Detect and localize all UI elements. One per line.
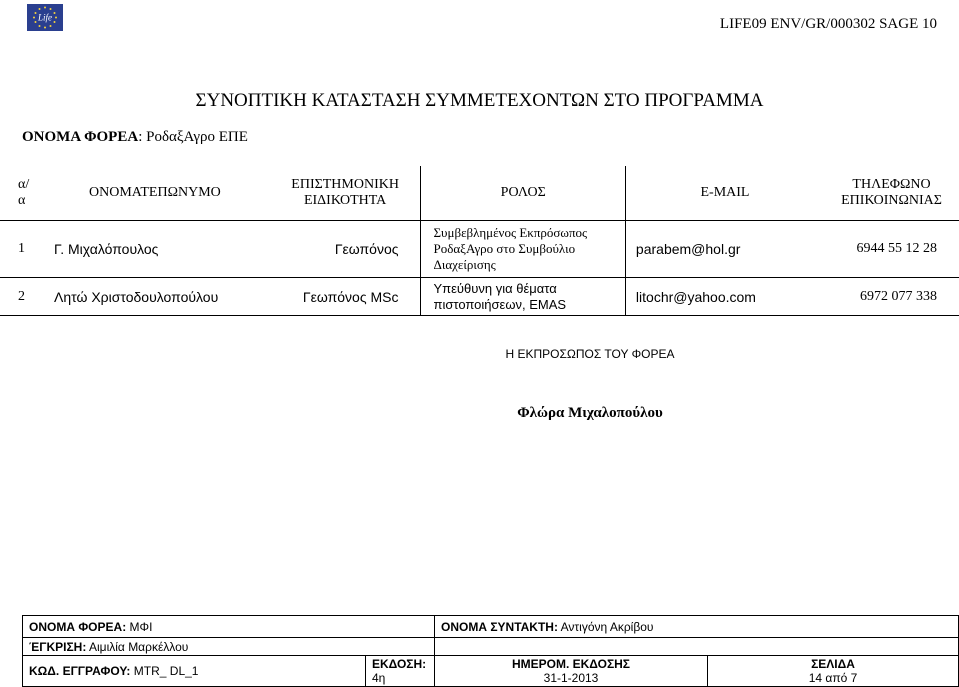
footer-code [23,656,366,687]
footer-code-value: MTR_ DL_1 [133,664,199,678]
organization-line [22,129,248,146]
footer-date-label: ΗΜΕΡΟΜ. ΕΚΔΟΣΗΣ [511,657,631,671]
footer-edition-label: ΕΚΔΟΣΗ: [372,657,427,671]
cell-specialty: Γεωπόνος [270,221,421,278]
document-footer [22,615,959,687]
organization-value: : ΡοδαξΑγρο ΕΠΕ [138,129,248,145]
footer-page-label: ΣΕΛΙΔΑ [811,657,855,671]
cell-name: Γ. Μιχαλόπουλος [40,221,270,278]
cell-index: 2 [0,278,40,316]
footer-organization [23,616,435,638]
cell-role: Συμβεβλημένος Εκπρόσωπος ΡοδαξΑγρο στο Συμβούλιο Διαχείρισης [421,221,625,278]
logo-text: Life [37,12,53,23]
cell-email[interactable]: litochr@yahoo.com [625,278,824,316]
footer-code-label: ΚΩΔ. ΕΓΓΡΑΦΟΥ: [29,664,131,678]
footer-page-value: 14 από 7 [808,671,858,685]
footer-date-value: 31-1-2013 [543,671,599,685]
header-name: ΟΝΟΜΑΤΕΠΩΝΥΜΟ [40,166,270,221]
document-reference: LIFE09 ENV/GR/000302 SAGE 10 [719,16,937,32]
footer-author-value: Αντιγόνη Ακρίβου [560,619,654,634]
table-row [0,278,959,316]
header-index: α/α [0,166,40,221]
page-title: ΣΥΝΟΠΤΙΚΗ ΚΑΤΑΣΤΑΣΗ ΣΥΜΜΕΤΕΧΟΝΤΩΝ ΣΤΟ ΠΡΟΓΡΑΜΜΑ [195,90,764,111]
footer-date [435,656,708,687]
footer-page [708,656,959,687]
footer-author [435,616,959,638]
footer-author-label: ΟΝΟΜΑ ΣΥΝΤΑΚΤΗ: [441,619,558,634]
footer-org-label: ΟΝΟΜΑ ΦΟΡΕΑ: [29,619,127,634]
cell-name: Λητώ Χριστοδουλοπούλου [40,278,270,316]
cell-specialty: Γεωπόνος MSc [270,278,421,316]
header-phone: ΤΗΛΕΦΩΝΟ ΕΠΙΚΟΙΝΩΝΙΑΣ [824,166,959,221]
representative-label: Η ΕΚΠΡΟΣΩΠΟΣ ΤΟΥ ΦΟΡΕΑ [505,347,675,361]
footer-approval-value: Αιμιλία Μαρκέλλου [89,639,189,654]
footer-org-value: ΜΦΙ [129,619,153,634]
header-email: E-MAIL [625,166,824,221]
table-header-row [0,166,959,221]
header-role: ΡΟΛΟΣ [421,166,625,221]
participants-table [0,166,959,316]
organization-label: ΟΝΟΜΑ ΦΟΡΕΑ [22,129,139,145]
footer-edition-value: 4η [372,671,386,685]
footer-approval [23,638,435,656]
representative-name: Φλώρα Μιχαλοπούλου [517,405,663,421]
footer-approval-label: ΈΓΚΡΙΣΗ: [29,639,87,654]
table-row [0,221,959,278]
header-specialty: ΕΠΙΣΤΗΜΟΝΙΚΗ ΕΙΔΙΚΟΤΗΤΑ [270,166,421,221]
life-logo [27,4,63,31]
cell-index: 1 [0,221,40,278]
cell-role: Υπεύθυνη για θέματα πιστοποιήσεων, EMAS [421,278,625,316]
footer-edition [366,656,435,687]
cell-phone: 6972 077 338 [824,278,959,316]
cell-email[interactable]: parabem@hol.gr [625,221,824,278]
footer-empty-cell [435,638,959,656]
cell-phone: 6944 55 12 28 [824,221,959,278]
